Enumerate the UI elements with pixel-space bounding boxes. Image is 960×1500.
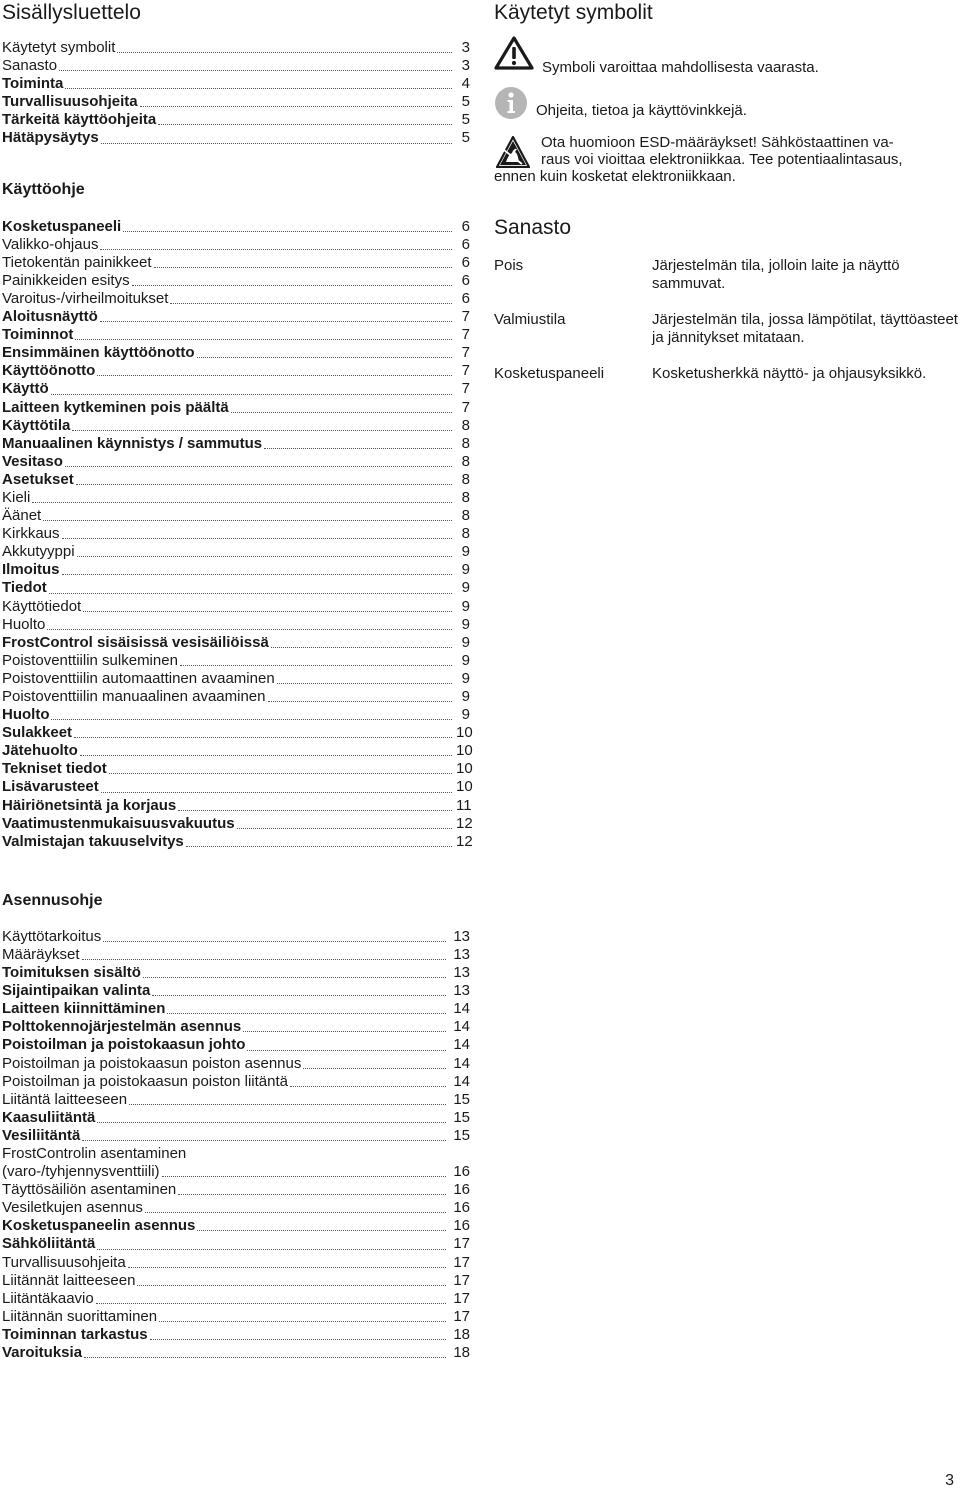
toc-leader-dots	[152, 994, 446, 996]
toc-section-title-kayttoohje: Käyttöohje	[2, 180, 85, 198]
toc-entry-title: Manuaalinen käynnistys / sammutus	[2, 434, 263, 452]
toc-entry-title: Poistoventtiilin manuaalinen avaaminen	[2, 688, 266, 705]
toc-entry-page: 17	[453, 1307, 470, 1325]
toc-leader-dots	[51, 718, 452, 720]
toc-entry-title: Määräykset	[2, 945, 80, 963]
toc-entry-page: 3	[461, 57, 470, 75]
toc-entry[interactable]	[2, 111, 470, 129]
toc-entry-page: 14	[453, 1018, 470, 1036]
toc-entry-title: Käyttötila	[2, 416, 71, 434]
glossary-item	[494, 257, 960, 293]
toc-leader-dots	[59, 69, 452, 71]
toc-entry[interactable]	[2, 236, 470, 254]
toc-leader-dots	[243, 1030, 446, 1032]
toc-entry[interactable]	[2, 561, 470, 579]
toc-leader-dots	[101, 142, 452, 144]
toc-group-kayttoohje	[2, 217, 473, 851]
toc-entry-title: Toimituksen sisältö	[2, 964, 141, 982]
toc-entry[interactable]	[2, 670, 470, 688]
toc-entry-page: 8	[461, 488, 470, 506]
toc-entry-title: Liitäntä laitteeseen	[2, 1090, 128, 1108]
toc-leader-dots	[158, 123, 452, 125]
toc-entry[interactable]	[2, 254, 470, 272]
glossary-definition: Järjestelmän tila, jossa lämpötilat, täyttöasteet ja jännitykset mitataan.	[652, 311, 958, 346]
toc-entry-title: Laitteen kytkeminen pois päältä	[2, 398, 229, 416]
toc-entry-page: 5	[461, 111, 470, 129]
toc-entry-page: 6	[461, 253, 470, 271]
toc-leader-dots	[303, 1067, 446, 1069]
toc-entry-title: Poistoilman ja poistokaasun poiston liitäntä	[2, 1072, 289, 1090]
toc-leader-dots	[97, 1121, 446, 1123]
toc-entry[interactable]	[2, 543, 470, 561]
toc-entry-title: Sijaintipaikan valinta	[2, 982, 151, 1000]
toc-entry-page: 9	[461, 543, 470, 561]
toc-leader-dots	[159, 1320, 446, 1322]
toc-entry[interactable]	[2, 129, 470, 147]
toc-entry-page: 13	[453, 927, 470, 945]
toc-leader-dots	[74, 736, 452, 738]
toc-entry-title: Valmistajan takuuselvitys	[2, 832, 184, 850]
toc-entry-page: 14	[453, 1000, 470, 1018]
symbol-warning-text: Symboli varoittaa mahdollisesta vaarasta.	[542, 59, 819, 76]
toc-leader-dots	[72, 429, 452, 431]
toc-entry-page: 7	[461, 398, 470, 416]
toc-entry[interactable]	[2, 471, 470, 489]
toc-entry[interactable]	[2, 1036, 470, 1054]
toc-entry-title: Valikko-ohjaus	[2, 235, 99, 253]
toc-entry-title: Tekniset tiedot	[2, 760, 107, 778]
toc-entry-title: Sähköliitäntä	[2, 1235, 96, 1253]
warning-triangle-icon	[494, 36, 534, 74]
toc-entry[interactable]	[2, 75, 470, 93]
toc-entry-page: 6	[461, 217, 470, 235]
toc-entry-page: 13	[453, 945, 470, 963]
toc-leader-dots	[32, 501, 452, 503]
toc-entry[interactable]	[2, 1217, 470, 1235]
toc-entry-page: 7	[461, 380, 470, 398]
toc-leader-dots	[49, 592, 452, 594]
toc-leader-dots	[132, 284, 452, 286]
symbol-esd-line1: Ota huomioon ESD-määräykset! Sähköstaattinen va-	[541, 134, 894, 151]
toc-leader-dots	[109, 772, 452, 774]
toc-leader-dots	[65, 465, 452, 467]
toc-entry-page: 9	[461, 579, 470, 597]
toc-entry-page: 13	[453, 982, 470, 1000]
toc-entry-page: 7	[461, 344, 470, 362]
toc-leader-dots	[128, 1266, 446, 1268]
toc-leader-dots	[137, 1284, 446, 1286]
toc-leader-dots	[170, 302, 452, 304]
toc-leader-dots	[47, 628, 452, 630]
toc-entry[interactable]	[2, 1254, 470, 1272]
toc-entry[interactable]	[2, 525, 470, 543]
toc-entry-title: Käyttötarkoitus	[2, 927, 102, 945]
toc-leader-dots	[178, 809, 452, 811]
toc-entry-title: Käyttötiedot	[2, 597, 82, 615]
symbol-info-text: Ohjeita, tietoa ja käyttövinkkejä.	[536, 102, 747, 119]
glossary-term: Valmiustila	[494, 311, 566, 328]
toc-entry[interactable]	[2, 399, 470, 417]
toc-entry-page: 9	[461, 688, 470, 705]
toc-entry-title: Huolto	[2, 706, 50, 724]
toc-leader-dots	[82, 958, 446, 960]
toc-entry-page: 17	[453, 1253, 470, 1271]
toc-entry-page: 10	[456, 742, 473, 760]
toc-entry[interactable]	[2, 417, 470, 435]
toc-entry-title: Ilmoitus	[2, 561, 60, 579]
toc-entry-page: 15	[453, 1126, 470, 1144]
toc-entry-title: Painikkeiden esitys	[2, 271, 130, 289]
toc-entry-title: FrostControl sisäisissä vesisäiliöissä	[2, 633, 269, 651]
toc-entry-title: Laitteen kiinnittäminen	[2, 1000, 166, 1018]
toc-entry[interactable]	[2, 1326, 470, 1344]
toc-entry-page: 5	[461, 93, 470, 111]
toc-entry-title: Varoituksia	[2, 1344, 83, 1361]
toc-leader-dots	[101, 791, 452, 793]
glossary-term: Kosketuspaneeli	[494, 365, 605, 382]
toc-entry-page: 6	[461, 289, 470, 307]
toc-entry-page: 17	[453, 1289, 470, 1307]
toc-entry[interactable]	[2, 1073, 470, 1091]
glossary-definition: Kosketusherkkä näyttö- ja ohjausyksikkö.	[652, 365, 927, 382]
toc-entry-page: 12	[456, 814, 473, 832]
toc-entry-page: 16	[453, 1181, 470, 1199]
toc-entry-page: 5	[461, 129, 470, 147]
toc-entry-title: Liitännän suorittaminen	[2, 1307, 158, 1325]
toc-leader-dots	[247, 1049, 446, 1051]
toc-entry-title: Huolto	[2, 615, 46, 633]
toc-entry[interactable]	[2, 290, 470, 308]
toc-entry[interactable]	[2, 93, 470, 111]
toc-entry[interactable]	[2, 1272, 470, 1290]
toc-entry-page: 8	[461, 525, 470, 543]
toc-entry[interactable]	[2, 362, 470, 380]
toc-entry[interactable]	[2, 797, 470, 815]
toc-entry-title: Turvallisuusohjeita	[2, 93, 138, 111]
toc-entry-title: Liitäntäkaavio	[2, 1289, 94, 1307]
toc-leader-dots	[178, 1193, 446, 1195]
toc-section-title-asennusohje: Asennusohje	[2, 891, 103, 909]
toc-entry-title: Sanasto	[2, 57, 58, 75]
toc-entry-page: 17	[453, 1271, 470, 1289]
toc-entry[interactable]	[2, 616, 470, 634]
symbol-esd-line3: ennen kuin kosketat elektroniikkaan.	[494, 168, 736, 185]
toc-title: Sisällysluettelo	[2, 1, 141, 24]
symbol-warning	[494, 36, 960, 76]
toc-entry[interactable]	[2, 1091, 470, 1109]
toc-leader-dots	[150, 1338, 446, 1340]
toc-leader-dots	[75, 338, 452, 340]
toc-leader-dots	[264, 447, 452, 449]
toc-leader-dots	[103, 940, 446, 942]
toc-entry-page: 10	[456, 778, 473, 796]
toc-entry-page: 6	[461, 271, 470, 289]
toc-entry-page: 10	[456, 760, 473, 778]
toc-entry-page: 7	[461, 308, 470, 326]
toc-leader-dots	[97, 1248, 446, 1250]
toc-entry-page: 14	[453, 1072, 470, 1090]
toc-entry-page: 16	[453, 1163, 470, 1181]
toc-leader-dots	[65, 87, 452, 89]
toc-entry-title: Täyttösäiliön asentaminen	[2, 1181, 177, 1199]
toc-entry-page: 16	[453, 1199, 470, 1217]
toc-entry[interactable]	[2, 946, 470, 964]
toc-leader-dots	[62, 573, 452, 575]
toc-group-general	[2, 39, 470, 148]
toc-entry[interactable]	[2, 380, 470, 398]
toc-entry[interactable]	[2, 435, 470, 453]
toc-entry-page: 18	[453, 1344, 470, 1361]
toc-entry[interactable]	[2, 1290, 470, 1308]
toc-entry-page: 9	[461, 669, 470, 687]
toc-leader-dots	[43, 519, 452, 521]
toc-entry-title: Liitännät laitteeseen	[2, 1271, 136, 1289]
toc-entry-title: Häiriönetsintä ja korjaus	[2, 796, 177, 814]
toc-leader-dots	[100, 248, 452, 250]
toc-entry-page: 9	[461, 706, 470, 724]
toc-entry[interactable]	[2, 579, 470, 597]
toc-leader-dots	[100, 320, 452, 322]
toc-leader-dots	[84, 1356, 446, 1358]
toc-leader-dots	[197, 1229, 446, 1231]
toc-entry-title: Polttokennojärjestelmän asennus	[2, 1018, 242, 1036]
toc-leader-dots	[129, 1103, 446, 1105]
toc-entry-title: Aloitusnäyttö	[2, 308, 98, 326]
toc-leader-dots	[162, 1175, 446, 1177]
toc-leader-dots	[96, 1302, 446, 1304]
toc-entry[interactable]	[2, 928, 470, 946]
toc-entry[interactable]	[2, 453, 470, 471]
toc-entry[interactable]	[2, 652, 470, 670]
toc-entry-title: Tärkeitä käyttöohjeita	[2, 111, 157, 129]
toc-entry[interactable]	[2, 964, 470, 982]
toc-entry-title: Vesiliitäntä	[2, 1126, 81, 1144]
toc-entry-page: 11	[456, 796, 472, 814]
toc-entry-title: Kieli	[2, 488, 31, 506]
toc-entry-title: Ensimmäinen käyttöönotto	[2, 344, 195, 362]
toc-leader-dots	[231, 411, 452, 413]
toc-entry-page: 13	[453, 964, 470, 982]
symbols-title: Käytetyt symbolit	[494, 1, 653, 24]
toc-entry[interactable]	[2, 1055, 470, 1073]
toc-leader-dots	[154, 266, 452, 268]
toc-entry[interactable]	[2, 1181, 470, 1199]
page-number: 3	[945, 1472, 954, 1489]
toc-entry-title: Asetukset	[2, 470, 74, 488]
toc-entry-page: 8	[461, 452, 470, 470]
toc-entry-title: Toiminnot	[2, 326, 74, 344]
toc-entry-page: 15	[453, 1108, 470, 1126]
glossary-list	[494, 257, 960, 383]
toc-entry-page: 7	[461, 326, 470, 344]
toc-entry-page: 3	[461, 39, 470, 56]
toc-entry-title: Äänet	[2, 507, 42, 525]
toc-entry[interactable]	[2, 598, 470, 616]
toc-leader-dots	[143, 976, 446, 978]
toc-entry-title-cont: (varo-/tyhjennysventtiili)	[2, 1163, 160, 1181]
toc-entry-page: 14	[453, 1036, 470, 1054]
glossary-item	[494, 365, 960, 383]
toc-leader-dots	[180, 664, 452, 666]
toc-entry-title: Kirkkaus	[2, 525, 60, 543]
toc-group-asennusohje	[2, 928, 470, 1362]
toc-leader-dots	[80, 754, 452, 756]
toc-entry-title: Tietokentän painikkeet	[2, 253, 152, 271]
toc-leader-dots	[268, 700, 453, 702]
toc-leader-dots	[277, 682, 452, 684]
toc-leader-dots	[290, 1085, 446, 1087]
toc-entry[interactable]	[2, 1109, 470, 1127]
toc-entry[interactable]	[2, 688, 470, 706]
glossary-item	[494, 311, 960, 347]
toc-leader-dots	[167, 1012, 446, 1014]
toc-entry-title: Vesiletkujen asennus	[2, 1199, 143, 1217]
toc-entry-page: 8	[461, 470, 470, 488]
toc-entry-title: Käyttöönotto	[2, 362, 96, 380]
toc-leader-dots	[123, 230, 452, 232]
toc-entry-title: Varoitus-/virheilmoitukset	[2, 289, 169, 307]
toc-entry-title: Hätäpysäytys	[2, 129, 99, 147]
glossary-title: Sanasto	[494, 216, 572, 239]
toc-entry-title: Lisävarusteet	[2, 778, 99, 796]
toc-entry-title: Kosketuspaneeli	[2, 217, 122, 235]
toc-leader-dots	[237, 827, 452, 829]
toc-entry[interactable]	[2, 1000, 470, 1018]
toc-entry[interactable]	[2, 724, 473, 742]
glossary-term: Pois	[494, 257, 524, 274]
toc-leader-dots	[197, 356, 452, 358]
toc-leader-dots	[140, 105, 452, 107]
toc-leader-dots	[83, 610, 452, 612]
toc-entry-title: Akkutyyppi	[2, 543, 75, 561]
toc-entry-page: 14	[453, 1054, 470, 1072]
toc-entry-title: Poistoventtiilin sulkeminen	[2, 651, 178, 669]
toc-entry-title: Kaasuliitäntä	[2, 1108, 96, 1126]
toc-entry-page: 4	[461, 75, 470, 93]
toc-leader-dots	[145, 1211, 446, 1213]
toc-leader-dots	[97, 374, 452, 376]
toc-leader-dots	[51, 393, 452, 395]
glossary-definition: Järjestelmän tila, jolloin laite ja näyttö sammuvat.	[652, 257, 900, 292]
info-icon	[494, 86, 528, 124]
toc-entry[interactable]	[2, 982, 470, 1000]
toc-entry-page: 8	[461, 434, 470, 452]
toc-entry[interactable]	[2, 489, 470, 507]
toc-entry-page: 9	[461, 633, 470, 651]
toc-leader-dots	[77, 555, 452, 557]
toc-entry-page: 9	[461, 561, 470, 579]
toc-entry[interactable]	[2, 1145, 470, 1181]
toc-leader-dots	[271, 646, 452, 648]
toc-entry-page: 9	[461, 597, 470, 615]
toc-entry-page: 8	[461, 416, 470, 434]
toc-leader-dots	[62, 537, 452, 539]
toc-entry-title: Poistoventtiilin automaattinen avaaminen	[2, 669, 275, 687]
esd-icon	[496, 136, 530, 172]
toc-entry[interactable]	[2, 39, 470, 57]
toc-entry-page: 18	[453, 1325, 470, 1343]
toc-entry-title: Poistoilman ja poistokaasun poiston asennus	[2, 1054, 302, 1072]
toc-entry-page: 6	[461, 235, 470, 253]
toc-entry[interactable]	[2, 1344, 470, 1362]
toc-leader-dots	[117, 51, 452, 53]
toc-entry-title: Toiminnan tarkastus	[2, 1325, 148, 1343]
toc-entry-page: 12	[456, 832, 473, 850]
toc-entry-page: 9	[461, 651, 470, 669]
toc-entry[interactable]	[2, 1018, 470, 1036]
toc-entry-page: 8	[461, 507, 470, 525]
toc-entry-title: Käytetyt symbolit	[2, 39, 116, 56]
toc-entry-title: Kosketuspaneelin asennus	[2, 1217, 196, 1235]
toc-entry[interactable]	[2, 760, 473, 778]
toc-entry-title: Sulakkeet	[2, 724, 73, 742]
toc-leader-dots	[186, 845, 452, 847]
toc-entry-title: Jätehuolto	[2, 742, 78, 760]
toc-entry-page: 15	[453, 1090, 470, 1108]
toc-entry-title: Vesitaso	[2, 452, 63, 470]
toc-entry-title: Poistoilman ja poistokaasun johto	[2, 1036, 246, 1054]
toc-entry-page: 7	[461, 362, 470, 380]
toc-entry[interactable]	[2, 1308, 470, 1326]
toc-leader-dots	[82, 1139, 446, 1141]
toc-entry[interactable]	[2, 344, 470, 362]
toc-entry-title: FrostControlin asentaminen	[2, 1144, 187, 1162]
toc-leader-dots	[76, 483, 452, 485]
toc-entry[interactable]	[2, 1127, 470, 1145]
toc-entry[interactable]	[2, 778, 473, 796]
toc-entry[interactable]	[2, 218, 470, 236]
toc-entry[interactable]	[2, 634, 470, 652]
toc-entry[interactable]	[2, 814, 473, 833]
toc-entry[interactable]	[2, 507, 470, 525]
toc-entry[interactable]	[2, 742, 473, 760]
toc-entry[interactable]	[2, 326, 470, 344]
toc-entry[interactable]	[2, 706, 470, 724]
toc-entry-title: Toiminta	[2, 75, 64, 93]
toc-entry-page: 10	[456, 724, 473, 742]
symbol-info	[494, 86, 960, 124]
toc-entry[interactable]	[2, 1235, 470, 1253]
toc-entry-page: 9	[461, 615, 470, 633]
toc-entry-page: 16	[453, 1217, 470, 1235]
toc-entry[interactable]	[2, 832, 473, 851]
toc-entry-title: Vaatimustenmukaisuusvakuutus	[2, 814, 235, 832]
toc-entry-page: 17	[453, 1235, 470, 1253]
toc-entry-title: Käyttö	[2, 380, 49, 398]
toc-entry[interactable]	[2, 308, 470, 326]
toc-entry[interactable]	[2, 1199, 470, 1217]
toc-entry[interactable]	[2, 57, 470, 75]
toc-entry[interactable]	[2, 272, 470, 290]
table-of-contents	[2, 0, 473, 1362]
symbol-esd-line2: raus voi vioittaa elektroniikkaa. Tee potentiaalintasaus,	[541, 151, 903, 168]
right-column	[494, 0, 960, 401]
symbol-esd	[494, 134, 960, 185]
toc-entry-title: Turvallisuusohjeita	[2, 1253, 126, 1271]
toc-entry-title: Tiedot	[2, 579, 47, 597]
